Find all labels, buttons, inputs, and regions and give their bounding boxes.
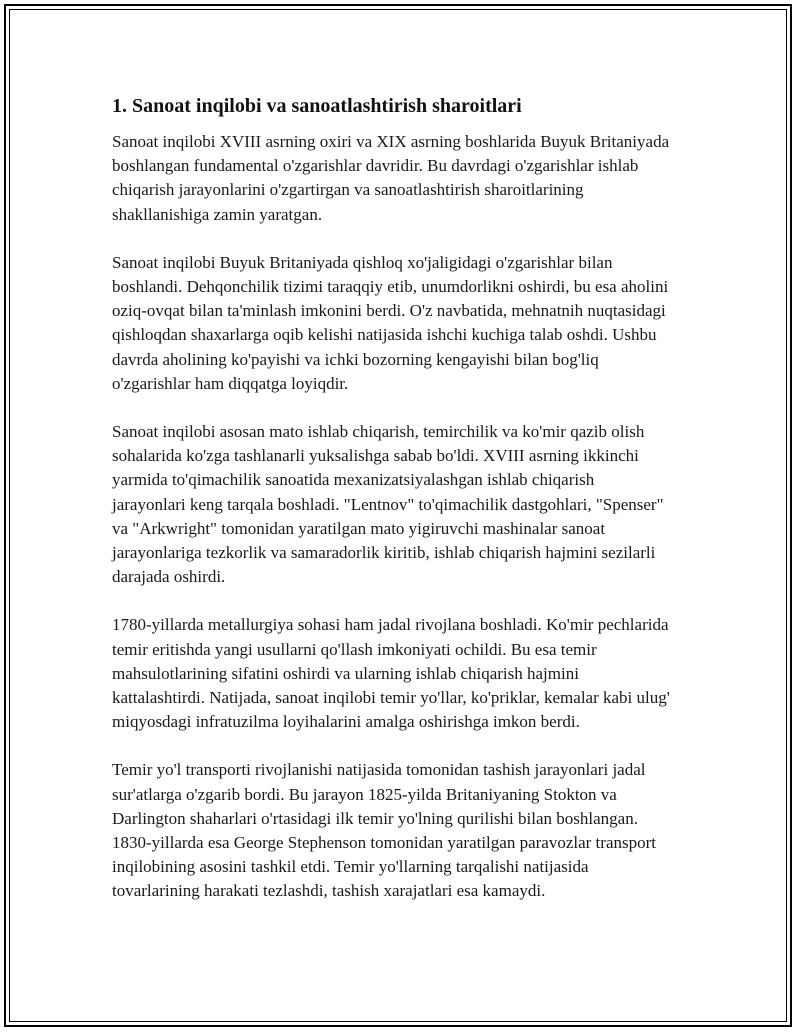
paragraph-5: Temir yo'l transporti rivojlanishi natijasida tomonidan tashish jarayonlari jadal sur'atlarga o'zgarib bordi. Bu jarayon 1825-yilda Britaniyaning Stokton va Darlington shaharlari o'rtasidagi ilk temir yo'lning qurilishi bilan boshlangan. 1830-yillarda esa George Stephenson tomonidan yaratilgan paravozlar transport inqilobining asosini tashkil etdi. Temir yo'llarning tarqalishi natijasida tovarlarining harakati tezlashdi, tashish xarajatlari esa kamaydi. <box>112 760 656 901</box>
paragraph-1: Sanoat inqilobi XVIII asrning oxiri va XIX asrning boshlarida Buyuk Britaniyada boshlangan fundamental o'zgarishlar davridir. Bu davrdagi o'zgarishlar ishlab chiqarish jarayonlarini o'zgartirgan va sanoatlashtirish sharoitlarining shakllanishiga zamin yaratgan. <box>112 132 670 224</box>
document-body <box>112 88 672 928</box>
section-heading: 1. Sanoat inqilobi va sanoatlashtirish sharoitlari <box>112 95 522 117</box>
paragraph-2: Sanoat inqilobi Buyuk Britaniyada qishloq xo'jaligidagi o'zgarishlar bilan boshlandi. Dehqonchilik tizimi taraqqiy etib, unumdorlikni oshirdi, bu esa aholini oziq-ovqat bilan ta'minlash imkonini berdi. O'z navbatida, mehnatnih nuqtasidagi qishloqdan shaxarlarga oqib kelishi natijasida ishchi kuchiga talab oshdi. Ushbu davrda aholining ko'payishi va ichki bozorning kengayishi bilan bog'liq o'zgarishlar ham diqqatga loyiqdir. <box>112 252 669 393</box>
paragraph-4: 1780-yillarda metallurgiya sohasi ham jadal rivojlana boshladi. Ko'mir pechlarida temir eritishda yangi usullarni qo'llash imkoniyati ochildi. Bu esa temir mahsulotlarining sifatini oshirdi va ularning ishlab chiqarish hajmini kattalashtirdi. Natijada, sanoat inqilobi temir yo'llar, ko'priklar, kemalar kabi ulug' miqyosdagi infratuzilma loyihalarini amalga oshirishga imkon berdi. <box>112 615 670 732</box>
paragraph-3: Sanoat inqilobi asosan mato ishlab chiqarish, temirchilik va ko'mir qazib olish sohalarida ko'zga tashlanarli yuksalishga sabab bo'ldi. XVIII asrning ikkinchi yarmida to'qimachilik sanoatida mexanizatsiyalashgan ishlab chiqarish jarayonlari keng tarqala boshladi. "Lentnov" to'qimachilik dastgohlari, "Spenser" va "Arkwright" tomonidan yaratilgan mato yigiruvchi mashinalar sanoat jarayonlariga tezkorlik va samaradorlik kiritib, ishlab chiqarish hajmini sezilarli darajada oshirdi. <box>112 422 664 587</box>
